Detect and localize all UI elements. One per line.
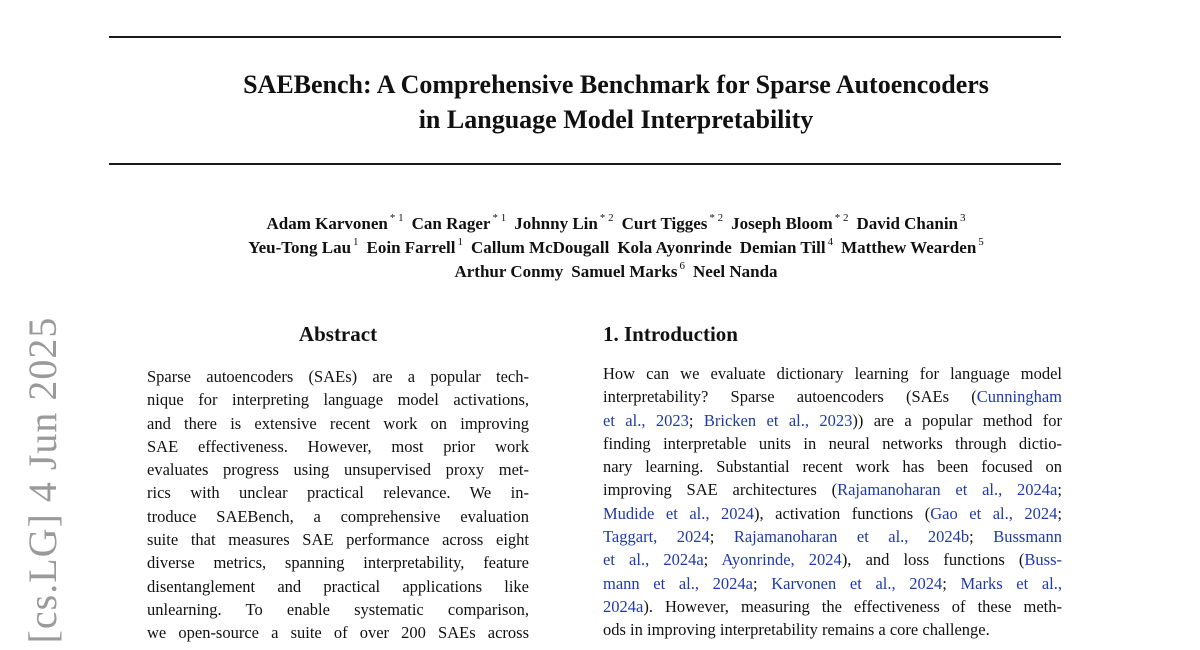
introduction-body	[603, 362, 1062, 642]
author-name-text: Demian Till	[739, 237, 826, 257]
introduction-line	[603, 525, 1062, 548]
author-name-text: Curt Tigges	[621, 213, 708, 233]
abstract-body	[147, 365, 529, 645]
author-name	[841, 238, 984, 257]
author-affiliation-marker: * 2	[599, 212, 614, 224]
author-name	[412, 214, 507, 233]
bottom-rule	[109, 163, 1061, 165]
author-affiliation-marker: * 2	[834, 212, 849, 224]
author-affiliation-marker: * 1	[492, 212, 507, 224]
introduction-line	[603, 409, 1062, 432]
abstract-line: evaluates progress using unsupervised proxy met-	[147, 460, 529, 480]
author-affiliation-marker: 6	[679, 260, 685, 272]
author-name-text: Johnny Lin	[514, 213, 598, 233]
introduction-line	[603, 455, 1062, 478]
abstract-line: rics with unclear practical relevance. We in-	[147, 483, 529, 503]
introduction-line	[603, 385, 1062, 408]
citation-link[interactable]: Buss-	[1024, 550, 1062, 570]
abstract-line: unlearning. To enable systematic comparison,	[147, 599, 529, 619]
citation-link[interactable]: Bricken et al., 2023	[703, 410, 853, 430]
introduction-line	[603, 618, 1062, 641]
author-affiliation-marker: 3	[960, 212, 966, 224]
introduction-text: improving SAE architectures (	[603, 480, 838, 500]
introduction-text: ;	[752, 573, 772, 593]
author-name-text: Adam Karvonen	[266, 213, 388, 233]
introduction-text: ;	[688, 410, 704, 430]
citation-link[interactable]: Rajamanoharan et al., 2024a	[837, 480, 1058, 500]
author-name	[571, 262, 685, 281]
author-name-text: David Chanin	[856, 213, 959, 233]
introduction-text: ). However, measuring the effectiveness of these meth-	[643, 596, 1062, 616]
citation-link[interactable]: Rajamanoharan et al., 2024b	[733, 527, 970, 547]
author-affiliation-marker: 4	[827, 236, 834, 248]
author-name	[731, 214, 848, 233]
author-name-text: Samuel Marks	[571, 261, 678, 281]
introduction-line	[603, 432, 1062, 455]
citation-link[interactable]: mann et al., 2024a	[603, 573, 753, 593]
introduction-heading: 1. Introduction	[603, 322, 738, 346]
author-name-text: Kola Ayonrinde	[617, 237, 732, 257]
abstract-line: SAE effectiveness. However, most prior work	[147, 436, 529, 456]
author-name-text: Yeu-Tong Lau	[248, 237, 352, 257]
abstract-heading: Abstract	[298, 322, 378, 346]
citation-link[interactable]: Marks et al.,	[960, 573, 1062, 593]
author-affiliation-marker: * 1	[389, 212, 404, 224]
top-rule	[109, 36, 1061, 38]
author-affiliation-marker: 1	[457, 236, 463, 248]
author-affiliation-marker: 1	[353, 236, 359, 248]
author-name	[622, 214, 724, 233]
introduction-line	[603, 362, 1062, 385]
abstract-line: and there is extensive recent work on improving	[147, 413, 529, 433]
abstract-line: Sparse autoencoders (SAEs) are a popular tech-	[147, 367, 529, 386]
introduction-text: How can we evaluate dictionary learning for language model	[603, 364, 1062, 383]
author-name	[856, 214, 965, 233]
abstract-line: suite that measures SAE performance across eight	[147, 530, 529, 550]
author-name-text: Matthew Wearden	[841, 237, 977, 257]
introduction-text: ;	[703, 550, 722, 570]
introduction-text: ;	[969, 527, 994, 547]
introduction-text: ;	[709, 527, 734, 547]
introduction-line	[603, 548, 1062, 571]
citation-link[interactable]: et al., 2024a	[603, 550, 704, 570]
introduction-line	[603, 595, 1062, 618]
introduction-text: finding interpretable units in neural networks through dictio-	[603, 433, 1062, 453]
abstract-line: nique for interpreting language model activations,	[147, 390, 529, 410]
abstract-line: disentanglement and practical applications like	[147, 576, 529, 596]
introduction-text: ), activation functions (	[754, 503, 931, 523]
citation-link[interactable]: Ayonrinde, 2024	[721, 550, 842, 570]
author-name-text: Can Rager	[411, 213, 491, 233]
author-name	[471, 238, 609, 257]
introduction-line	[603, 478, 1062, 501]
author-name	[740, 238, 833, 257]
author-name	[367, 238, 463, 257]
paper-title-line-1: SAEBench: A Comprehensive Benchmark for Sparse Autoencoders	[243, 70, 989, 99]
introduction-text: ), and loss functions (	[841, 550, 1025, 570]
introduction-text: ;	[1057, 480, 1062, 500]
introduction-text: ;	[942, 573, 961, 593]
citation-link[interactable]: 2024a	[603, 596, 644, 616]
citation-link[interactable]: Karvonen et al., 2024	[771, 573, 943, 593]
author-name	[693, 262, 778, 281]
author-name-text: Callum McDougall	[470, 237, 610, 257]
citation-link[interactable]: Gao et al., 2024	[930, 503, 1058, 523]
citation-link[interactable]: Mudide et al., 2024	[603, 503, 755, 523]
abstract-line: we open-source a suite of over 200 SAEs across	[147, 623, 529, 643]
introduction-text: interpretability? Sparse autoencoders (SAEs (	[603, 387, 977, 407]
arxiv-side-stamp: [cs.LG] 4 Jun 2025	[20, 316, 65, 644]
author-name-text: Joseph Bloom	[731, 213, 833, 233]
author-name-text: Neel Nanda	[693, 261, 778, 281]
citation-link[interactable]: Bussmann	[993, 527, 1062, 547]
introduction-text: nary learning. Substantial recent work has been focused on	[603, 457, 1062, 477]
introduction-text: ods in improving interpretability remains a core challenge.	[603, 620, 990, 640]
introduction-line	[603, 572, 1062, 595]
paper-title-line-2: in Language Model Interpretability	[418, 105, 814, 134]
citation-link[interactable]: et al., 2023	[603, 410, 689, 430]
author-line-3	[109, 255, 1123, 284]
author-affiliation-marker: * 2	[709, 212, 724, 224]
author-name	[266, 214, 403, 233]
author-name-text: Eoin Farrell	[366, 237, 456, 257]
author-name	[514, 214, 613, 233]
author-name	[248, 238, 358, 257]
abstract-line: diverse metrics, spanning interpretability, feature	[147, 553, 529, 573]
introduction-text: )) are a popular method for	[852, 410, 1062, 430]
author-name-text: Arthur Conmy	[454, 261, 564, 281]
citation-link[interactable]: Taggart, 2024	[603, 527, 710, 547]
abstract-line: troduce SAEBench, a comprehensive evaluation	[147, 506, 529, 526]
citation-link[interactable]: Cunningham	[976, 387, 1062, 407]
introduction-line	[603, 502, 1062, 525]
author-name	[617, 238, 731, 257]
author-affiliation-marker: 5	[978, 236, 984, 248]
author-name	[454, 262, 563, 281]
introduction-text: ;	[1057, 503, 1062, 523]
